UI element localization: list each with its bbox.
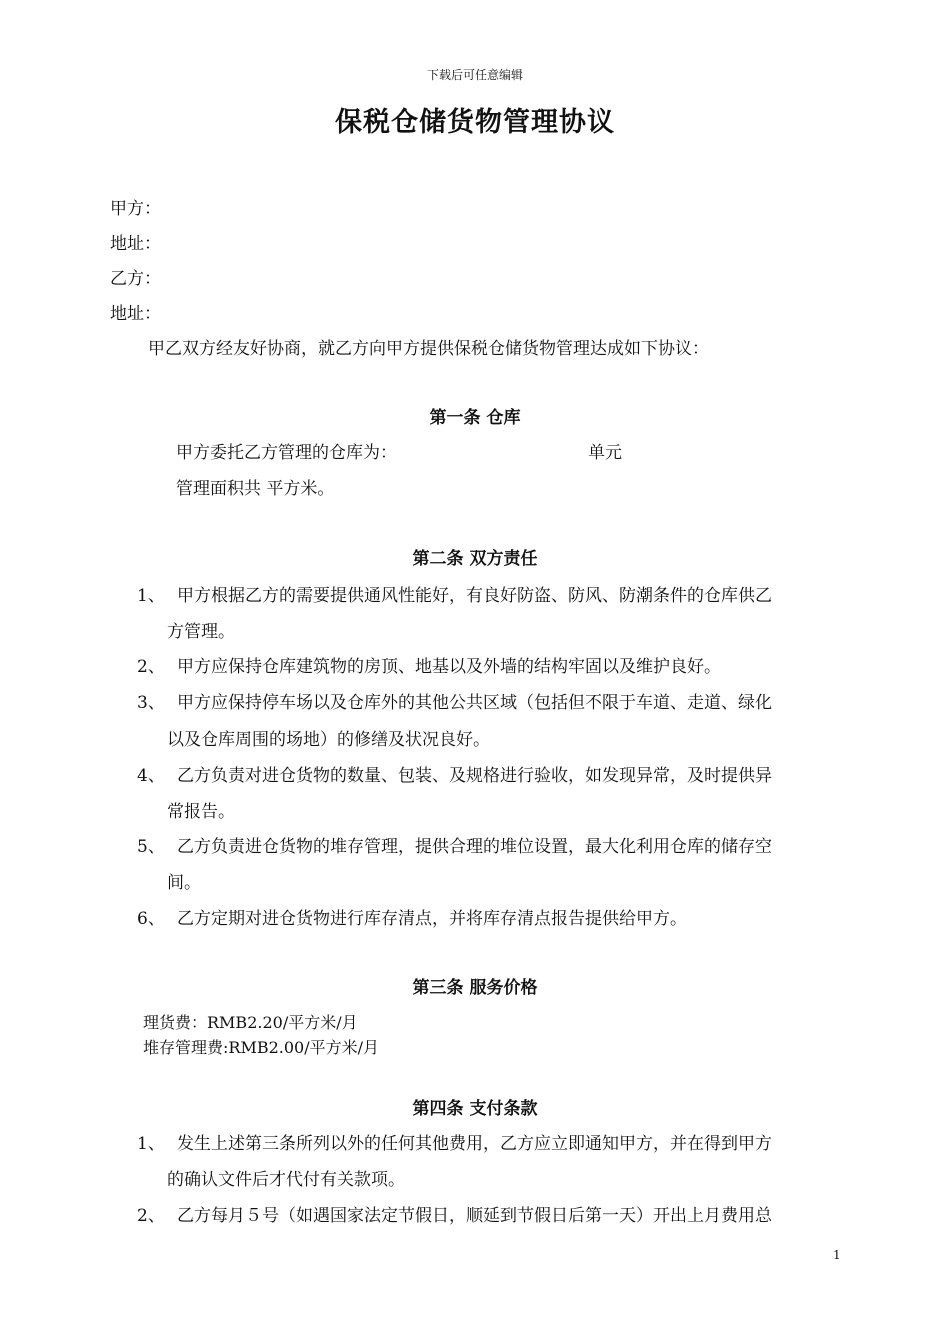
article-3-heading: 第三条 服务价格	[412, 978, 538, 998]
list-item-number: 2、	[137, 1206, 165, 1226]
document-title: 保税仓储货物管理协议	[335, 107, 615, 138]
article-4-heading: 第四条 支付条款	[412, 1099, 538, 1119]
list-item-continuation: 以及仓库周围的场地）的修缮及状况良好。	[167, 730, 490, 750]
list-item-number: 6、	[137, 909, 165, 929]
list-item-text: 乙方定期对进仓货物进行库存清点，并将库存清点报告提供给甲方。	[177, 909, 687, 929]
address-b-label: 地址：	[110, 304, 161, 324]
list-item-continuation: 常报告。	[167, 802, 235, 822]
list-item-number: 1、	[137, 1134, 165, 1154]
list-item-text: 甲方应保持仓库建筑物的房顶、地基以及外墙的结构牢固以及维护良好。	[177, 657, 721, 677]
list-item-text: 甲方根据乙方的需要提供通风性能好，有良好防盗、防风、防潮条件的仓库供乙	[177, 586, 772, 606]
party-b-label: 乙方：	[110, 269, 161, 289]
list-item-number: 3、	[137, 693, 165, 713]
article-1-heading: 第一条 仓库	[429, 408, 521, 428]
warehouse-unit: 单元	[588, 443, 622, 463]
list-item-number: 2、	[137, 657, 165, 677]
warehouse-label: 甲方委托乙方管理的仓库为：	[176, 443, 397, 463]
managed-area: 管理面积共 平方米。	[176, 479, 335, 499]
list-item-text: 甲方应保持停车场以及仓库外的其他公共区域（包括但不限于车道、走道、绿化	[177, 693, 772, 713]
storage-fee: 堆存管理费:RMB2.00/平方米/月	[143, 1038, 379, 1057]
list-item-number: 4、	[137, 766, 165, 786]
list-item-number: 5、	[137, 837, 165, 857]
list-item-text: 乙方负责进仓货物的堆存管理，提供合理的堆位设置，最大化利用仓库的储存空	[177, 837, 772, 857]
list-item-text: 发生上述第三条所列以外的任何其他费用，乙方应立即通知甲方，并在得到甲方	[177, 1134, 772, 1154]
address-a-label: 地址：	[110, 234, 161, 254]
list-item-number: 1、	[137, 586, 165, 606]
handling-fee: 理货费：RMB2.20/平方米/月	[143, 1013, 358, 1032]
list-item-text: 乙方每月５号（如遇国家法定节假日，顺延到节假日后第一天）开出上月费用总	[177, 1206, 772, 1226]
list-item-continuation: 的确认文件后才代付有关款项。	[167, 1170, 405, 1190]
list-item-text: 乙方负责对进仓货物的数量、包装、及规格进行验收，如发现异常，及时提供异	[177, 766, 772, 786]
header-note: 下载后可任意编辑	[426, 68, 523, 82]
article-2-heading: 第二条 双方责任	[412, 549, 538, 569]
list-item-continuation: 间。	[167, 873, 201, 893]
list-item-continuation: 方管理。	[167, 622, 235, 642]
page-number: 1	[833, 1248, 841, 1262]
party-a-label: 甲方：	[110, 199, 161, 219]
intro-paragraph: 甲乙双方经友好协商，就乙方向甲方提供保税仓储货物管理达成如下协议：	[148, 339, 709, 359]
